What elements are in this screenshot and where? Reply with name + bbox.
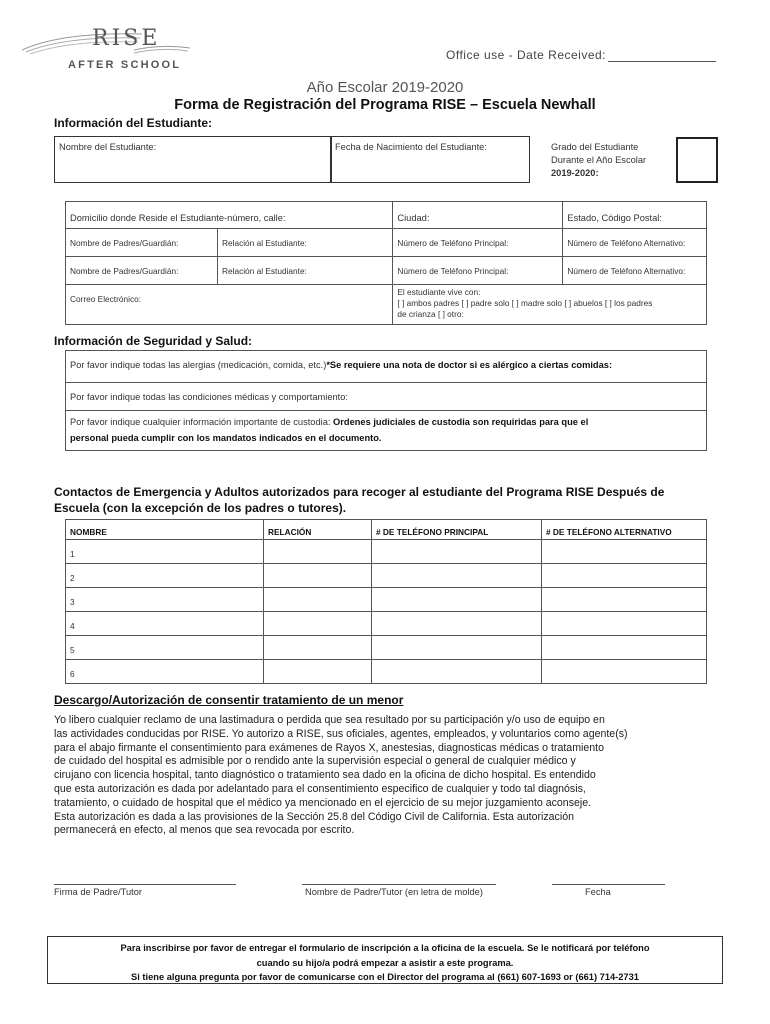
student-name-field[interactable] [54, 136, 332, 183]
parent-name-cell-1[interactable] [66, 229, 218, 257]
phone-main-label: Número de Teléfono Principal: [397, 266, 509, 276]
phone-alt-cell-1[interactable] [563, 229, 707, 257]
lives-with-cell[interactable] [393, 285, 707, 325]
rise-logo [22, 28, 192, 74]
grade-label [551, 141, 646, 180]
student-info-heading: Información del Estudiante: [54, 116, 213, 130]
release-line: tratamiento, o cuidado de hospital que el médico ya mencionado en el ejercicio de su mejor juzgamiento aconseje. [54, 796, 592, 809]
form-title: Forma de Registración del Programa RISE – Escuela Newhall [174, 97, 596, 113]
release-line: que esta autorización es dada por adelantado para el consentimiento especifico de cualquier y todo tal diagnósis, [54, 782, 586, 795]
release-line: las actividades conducidas por RISE. Yo autorizo a RISE, sus oficiales, agentes, empleados, y voluntarios como agente(s) [54, 727, 628, 740]
relation-label: Relación al Estudiante: [222, 266, 307, 276]
contact-relation-cell[interactable] [264, 660, 372, 684]
conditions-label: Por favor indique todas las condiciones médicas y comportamiento: [70, 392, 349, 402]
emergency-heading-line-2: Escuela (con la excepción de los padres o tutores). [54, 501, 347, 515]
city-cell[interactable] [393, 202, 563, 229]
contact-name-cell[interactable] [66, 540, 264, 564]
relation-cell-1[interactable] [218, 229, 393, 257]
address-label: Domicilio donde Reside el Estudiante-número, calle: [70, 213, 286, 223]
grade-label-line-1: Grado del Estudiante [551, 142, 639, 152]
contact-relation-cell[interactable] [264, 564, 372, 588]
emergency-row [66, 588, 707, 612]
row-number: 5 [70, 645, 75, 655]
grade-box[interactable] [676, 137, 718, 183]
parent-name-cell-2[interactable] [66, 257, 218, 285]
contact-phone-alt-cell[interactable] [542, 660, 707, 684]
state-zip-label: Estado, Código Postal: [567, 213, 662, 223]
emergency-row [66, 660, 707, 684]
footer-line-2: cuando su hijo/a podrá empezar a asistir a este programa. [256, 957, 514, 968]
state-zip-cell[interactable] [563, 202, 707, 229]
date-line[interactable] [552, 884, 665, 885]
custody-note-2: personal pueda cumplir con los mandatos indicados en el documento. [70, 433, 382, 443]
contact-relation-cell[interactable] [264, 588, 372, 612]
emergency-heading-line-1: Contactos de Emergencia y Adultos autorizados para recoger al estudiante del Programa RISE Después de [54, 485, 665, 499]
contact-name-cell[interactable] [66, 612, 264, 636]
signature-label: Firma de Padre/Tutor [54, 887, 143, 897]
row-number: 2 [70, 573, 75, 583]
lives-with-label: El estudiante vive con: [397, 287, 481, 297]
contact-relation-cell[interactable] [264, 636, 372, 660]
office-use [446, 48, 716, 62]
custody-cell[interactable] [66, 411, 707, 451]
conditions-cell[interactable] [66, 383, 707, 411]
signature-line[interactable] [54, 884, 236, 885]
emergency-heading [54, 484, 664, 516]
safety-heading: Información de Seguridad y Salud: [54, 334, 253, 348]
parent-name-label: Nombre de Padres/Guardián: [70, 238, 179, 248]
office-use-label: Office use - Date Received: [446, 48, 607, 62]
emergency-row [66, 612, 707, 636]
print-name-line[interactable] [302, 884, 496, 885]
contact-phone-main-cell[interactable] [372, 588, 542, 612]
email-cell[interactable] [66, 285, 393, 325]
column-header-name: NOMBRE [66, 520, 264, 540]
email-label: Correo Electrónico: [70, 294, 142, 304]
contact-name-cell[interactable] [66, 660, 264, 684]
allergies-label: Por favor indique todas las alergias (medicación, comida, etc.) [70, 360, 327, 370]
allergies-note: *Se requiere una nota de doctor si es alérgico a ciertas comidas: [326, 360, 613, 370]
contact-phone-alt-cell[interactable] [542, 540, 707, 564]
custody-note-1: Ordenes judiciales de custodia son requiridas para que el [333, 417, 589, 427]
release-line: Yo libero cualquier reclamo de una lastimadura o perdida que sea resultado por su participación y/o uso de equipo en [54, 714, 605, 726]
emergency-row [66, 564, 707, 588]
contact-name-cell[interactable] [66, 564, 264, 588]
contact-phone-alt-cell[interactable] [542, 636, 707, 660]
dob-label: Fecha de Nacimiento del Estudiante: [335, 142, 487, 152]
contact-name-cell[interactable] [66, 636, 264, 660]
row-number: 4 [70, 621, 75, 631]
allergies-cell[interactable] [66, 351, 707, 383]
emergency-table [65, 519, 707, 684]
student-name-label: Nombre del Estudiante: [59, 142, 157, 152]
phone-alt-label: Número de Teléfono Alternativo: [567, 238, 686, 248]
contact-name-cell[interactable] [66, 588, 264, 612]
lives-with-options-2[interactable]: de crianza [ ] otro: [397, 309, 464, 319]
safety-table [65, 350, 707, 451]
contact-phone-main-cell[interactable] [372, 540, 542, 564]
logo-name: RISE [92, 26, 161, 51]
date-received-line[interactable] [608, 49, 716, 62]
date-label: Fecha [585, 887, 611, 897]
relation-cell-2[interactable] [218, 257, 393, 285]
footer-notice [47, 936, 723, 984]
logo-subtitle: AFTER SCHOOL [68, 59, 182, 71]
parent-name-label: Nombre de Padres/Guardián: [70, 266, 179, 276]
phone-main-cell-1[interactable] [393, 229, 563, 257]
custody-label: Por favor indique cualquier información importante de custodia: [70, 417, 334, 427]
lives-with-options-1[interactable]: [ ] ambos padres [ ] padre solo [ ] madre solo [ ] abuelos [ ] los padres [397, 298, 653, 308]
dob-field[interactable] [330, 136, 530, 183]
contact-phone-main-cell[interactable] [372, 612, 542, 636]
contact-phone-main-cell[interactable] [372, 660, 542, 684]
row-number: 1 [70, 549, 75, 559]
contact-phone-alt-cell[interactable] [542, 612, 707, 636]
emergency-row [66, 540, 707, 564]
emergency-row [66, 636, 707, 660]
address-table [65, 201, 707, 325]
contact-phone-alt-cell[interactable] [542, 588, 707, 612]
release-line: para el abajo firmante el consentimiento para exámenes de Rayos X, anestesias, diagnosticas médicas o tratamiento [54, 741, 605, 754]
release-line: cirujano con licencia hospital, tanto diagnóstico o tratamiento sea dado en la oficina de dicho hospital. Es entendido [54, 769, 596, 782]
grade-label-line-3: 2019-2020: [551, 168, 599, 178]
grade-label-line-2: Durante el Año Escolar [551, 155, 647, 165]
contact-phone-main-cell[interactable] [372, 564, 542, 588]
phone-main-cell-2[interactable] [393, 257, 563, 285]
phone-main-label: Número de Teléfono Principal: [397, 238, 509, 248]
relation-label: Relación al Estudiante: [222, 238, 307, 248]
footer-line-1: Para inscribirse por favor de entregar el formulario de inscripción a la oficina de la escuela. Se le notificará por teléfono [120, 943, 650, 953]
release-line: Esta autorización es dada a las provisiones de la Sección 25.8 del Código Civil de California. Esta autorización [54, 810, 574, 823]
row-number: 3 [70, 597, 75, 607]
contact-phone-main-cell[interactable] [372, 636, 542, 660]
column-header-relation: RELACIÓN [264, 520, 372, 540]
column-header-phone-alt: # DE TELÉFONO ALTERNATIVO [542, 520, 707, 540]
footer-line-3: Si tiene alguna pregunta por favor de comunicarse con el Director del programa al (661) 607-1693 or (661) 714-2731 [131, 972, 639, 982]
row-number: 6 [70, 669, 75, 679]
phone-alt-label: Número de Teléfono Alternativo: [567, 266, 686, 276]
contact-relation-cell[interactable] [264, 540, 372, 564]
release-line: de cuidado del hospital es admisible por o rendido ante la supervisión especial o general de cualquier médico y [54, 755, 576, 768]
release-heading: Descargo/Autorización de consentir tratamiento de un menor [54, 693, 404, 707]
print-name-label: Nombre de Padre/Tutor (en letra de molde) [305, 887, 483, 897]
phone-alt-cell-2[interactable] [563, 257, 707, 285]
column-header-phone-main: # DE TELÉFONO PRINCIPAL [372, 520, 542, 540]
contact-relation-cell[interactable] [264, 612, 372, 636]
school-year: Año Escolar 2019-2020 [306, 79, 464, 96]
release-line: permanecerá en efecto, al menos que sea revocada por escrito. [54, 824, 355, 837]
city-label: Ciudad: [397, 213, 430, 223]
release-body [54, 714, 724, 838]
contact-phone-alt-cell[interactable] [542, 564, 707, 588]
address-cell[interactable] [66, 202, 393, 229]
